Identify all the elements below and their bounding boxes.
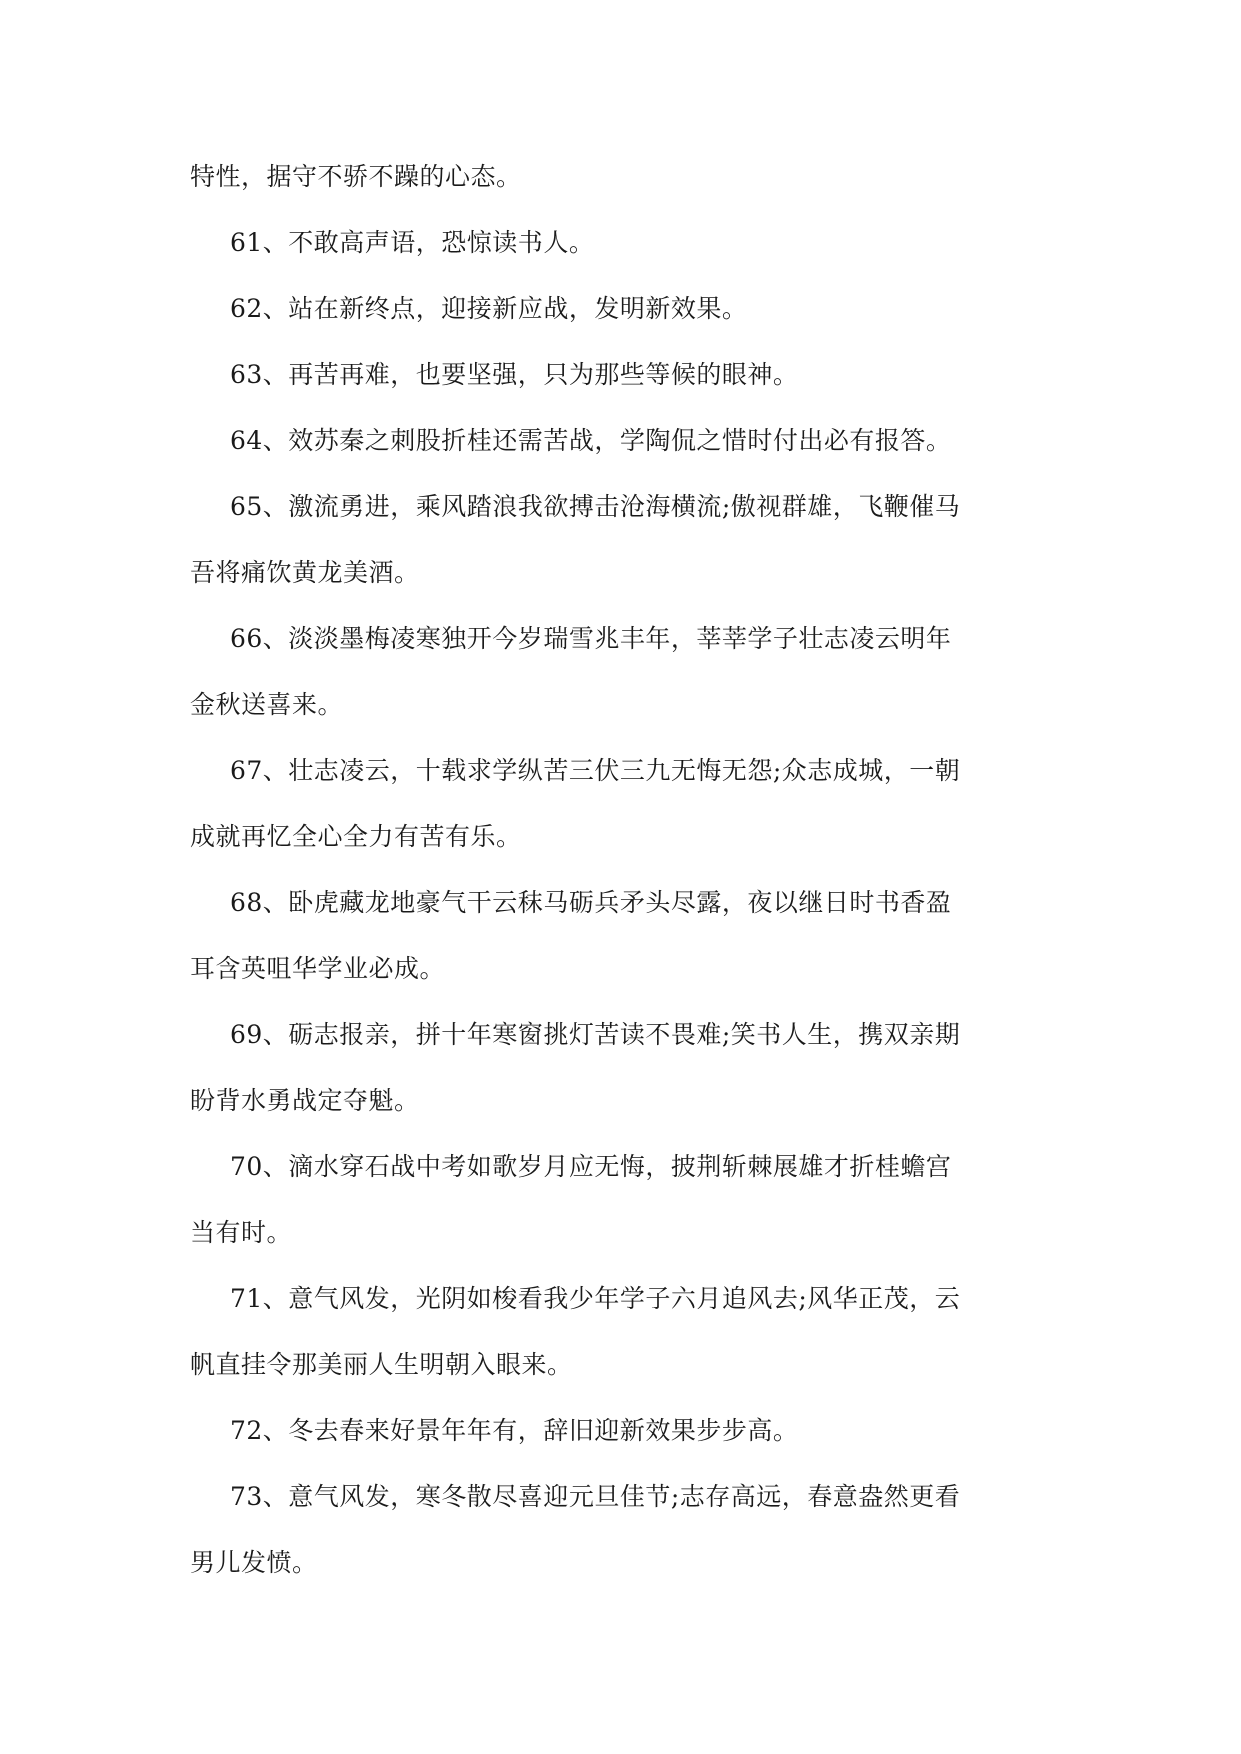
paragraph-line: 72、冬去春来好景年年有，辞旧迎新效果步步高。 (230, 1416, 799, 1445)
paragraph-line-continued: 盼背水勇战定夺魁。 (190, 1086, 420, 1115)
paragraph-line: 62、站在新终点，迎接新应战，发明新效果。 (230, 294, 748, 323)
paragraph-line: 71、意气风发，光阴如梭看我少年学子六月追风去;风华正茂，云 (230, 1284, 961, 1313)
paragraph-61 (190, 224, 1070, 261)
paragraph-line-continued: 成就再忆全心全力有苦有乐。 (190, 822, 522, 851)
document-body (190, 158, 1070, 1610)
paragraph-63 (190, 356, 1070, 393)
paragraph-72 (190, 1412, 1070, 1449)
paragraph-line-continued: 男儿发愤。 (190, 1548, 318, 1577)
paragraph-67 (190, 752, 1070, 855)
paragraph-line: 70、滴水穿石战中考如歌岁月应无悔，披荆斩棘展雄才折桂蟾宫 (230, 1152, 952, 1181)
paragraph-66 (190, 620, 1070, 723)
paragraph-line-continued: 帆直挂令那美丽人生明朝入眼来。 (190, 1350, 573, 1379)
paragraph-line: 67、壮志凌云，十载求学纵苦三伏三九无悔无怨;众志成城，一朝 (230, 756, 961, 785)
paragraph-70 (190, 1148, 1070, 1251)
paragraph-line: 73、意气风发，寒冬散尽喜迎元旦佳节;志存高远，春意盎然更看 (230, 1482, 961, 1511)
paragraph-65 (190, 488, 1070, 591)
paragraph-line: 69、砺志报亲，拼十年寒窗挑灯苦读不畏难;笑书人生，携双亲期 (230, 1020, 961, 1049)
paragraph-line: 68、卧虎藏龙地豪气干云秣马砺兵矛头尽露，夜以继日时书香盈 (230, 888, 952, 917)
paragraph-line: 66、淡淡墨梅凌寒独开今岁瑞雪兆丰年，莘莘学子壮志凌云明年 (230, 624, 952, 653)
paragraph-line: 特性，据守不骄不躁的心态。 (190, 162, 522, 191)
paragraph-line-continued: 吾将痛饮黄龙美酒。 (190, 558, 420, 587)
paragraph-line: 65、激流勇进，乘风踏浪我欲搏击沧海横流;傲视群雄，飞鞭催马 (230, 492, 961, 521)
paragraph-73 (190, 1478, 1070, 1581)
paragraph-intro (190, 158, 1070, 195)
paragraph-line: 64、效苏秦之刺股折桂还需苦战，学陶侃之惜时付出必有报答。 (230, 426, 952, 455)
paragraph-64 (190, 422, 1070, 459)
paragraph-line: 61、不敢高声语，恐惊读书人。 (230, 228, 595, 257)
paragraph-69 (190, 1016, 1070, 1119)
paragraph-line: 63、再苦再难，也要坚强，只为那些等候的眼神。 (230, 360, 799, 389)
paragraph-line-continued: 耳含英咀华学业必成。 (190, 954, 446, 983)
paragraph-71 (190, 1280, 1070, 1383)
paragraph-line-continued: 当有时。 (190, 1218, 293, 1247)
paragraph-62 (190, 290, 1070, 327)
paragraph-line-continued: 金秋送喜来。 (190, 690, 344, 719)
paragraph-68 (190, 884, 1070, 987)
